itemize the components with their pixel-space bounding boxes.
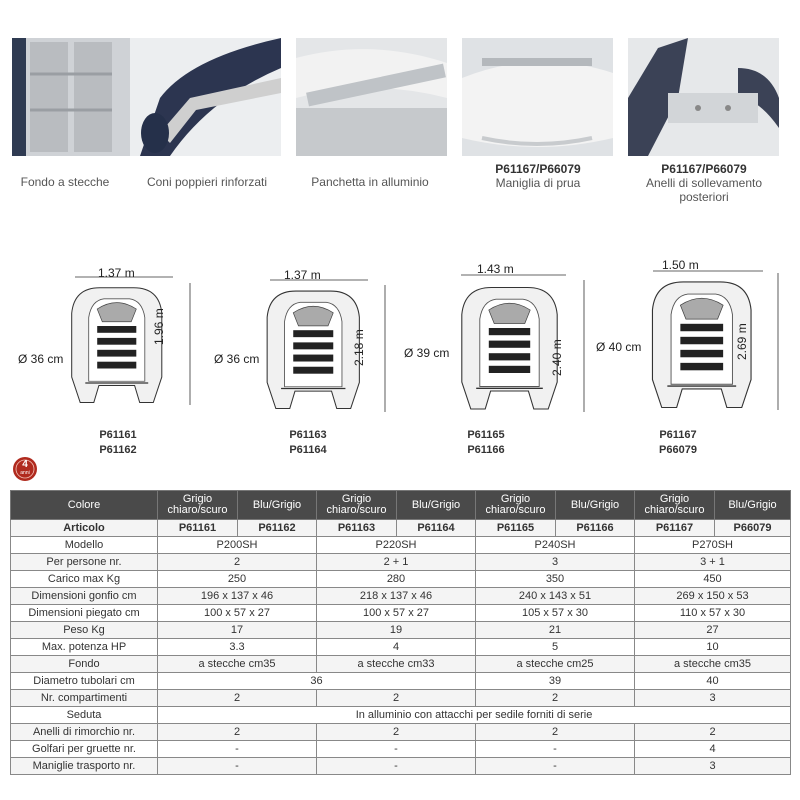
boat-3-codes: P61165 P61166 — [467, 429, 505, 456]
table-cell: 240 x 143 x 51 — [476, 588, 635, 605]
header-color-light: Grigio chiaro/scuro — [635, 491, 715, 520]
table-cell: 39 — [476, 673, 635, 690]
row-label: Diametro tubolari cm — [11, 673, 158, 690]
table-cell: - — [476, 741, 635, 758]
table-cell: In alluminio con attacchi per sedile forniti di serie — [158, 707, 791, 724]
article-code: P61161 — [158, 520, 238, 537]
header-color-blue: Blu/Grigio — [715, 491, 791, 520]
row-label: Per persone nr. — [11, 554, 158, 571]
table-cell: 19 — [317, 622, 476, 639]
boat-4-width: 1.50 m — [662, 258, 699, 272]
caption-aluminium-bench: Panchetta in alluminio — [311, 175, 429, 189]
table-cell: 100 x 57 x 27 — [317, 605, 476, 622]
table-cell: 280 — [317, 571, 476, 588]
table-cell: 250 — [158, 571, 317, 588]
table-cell: - — [476, 758, 635, 775]
row-label: Dimensioni gonfio cm — [11, 588, 158, 605]
boat-1-length: 1.96 m — [152, 308, 166, 345]
table-cell: 100 x 57 x 27 — [158, 605, 317, 622]
row-label: Maniglie trasporto nr. — [11, 758, 158, 775]
article-code: P61162 — [238, 520, 317, 537]
boat-1-diameter: Ø 36 cm — [18, 352, 64, 366]
table-row — [11, 520, 791, 537]
header-color-blue: Blu/Grigio — [238, 491, 317, 520]
caption-rear-lifting-rings: P61167/P66079 Anelli di sollevamento posteriori — [624, 162, 784, 204]
table-cell: 3 — [635, 690, 791, 707]
table-cell: 110 x 57 x 30 — [635, 605, 791, 622]
caption-code: P61167/P66079 — [495, 162, 581, 176]
boat-diagram-2 — [240, 270, 410, 430]
table-row — [11, 741, 791, 758]
article-code: P61163 — [317, 520, 397, 537]
row-label: Modello — [11, 537, 158, 554]
table-cell: 269 x 150 x 53 — [635, 588, 791, 605]
caption-reinforced-cones: Coni poppieri rinforzati — [146, 175, 268, 189]
caption-code: P61167/P66079 — [661, 162, 747, 176]
spec-table — [10, 490, 791, 775]
article-code: P61166 — [556, 520, 635, 537]
table-cell: 2 — [158, 554, 317, 571]
boat-3-width: 1.43 m — [477, 262, 514, 276]
table-row — [11, 690, 791, 707]
table-cell: 3 — [476, 554, 635, 571]
table-cell: 2 — [158, 690, 317, 707]
table-cell: 5 — [476, 639, 635, 656]
article-code: P66079 — [715, 520, 791, 537]
table-cell: 2 + 1 — [317, 554, 476, 571]
header-colore: Colore — [11, 491, 158, 520]
table-cell: 21 — [476, 622, 635, 639]
boat-diagram-1 — [45, 265, 215, 425]
table-cell: 3 — [635, 758, 791, 775]
table-cell: 2 — [635, 724, 791, 741]
table-cell: 218 x 137 x 46 — [317, 588, 476, 605]
row-label: Nr. compartimenti — [11, 690, 158, 707]
table-cell: 105 x 57 x 30 — [476, 605, 635, 622]
table-cell: 4 — [635, 741, 791, 758]
table-cell: 27 — [635, 622, 791, 639]
row-label: Articolo — [11, 520, 158, 537]
caption-bow-handle: P61167/P66079 Maniglia di prua — [458, 162, 618, 190]
table-row — [11, 673, 791, 690]
row-label: Golfari per gruette nr. — [11, 741, 158, 758]
table-cell: 36 — [158, 673, 476, 690]
table-cell: a stecche cm33 — [317, 656, 476, 673]
article-code: P61165 — [476, 520, 556, 537]
boat-4-diameter: Ø 40 cm — [596, 340, 642, 354]
row-label: Carico max Kg — [11, 571, 158, 588]
row-label: Dimensioni piegato cm — [11, 605, 158, 622]
boat-2-codes: P61163 P61164 — [289, 429, 327, 456]
row-label: Anelli di rimorchio nr. — [11, 724, 158, 741]
table-cell: 40 — [635, 673, 791, 690]
header-row — [11, 491, 791, 520]
table-cell: - — [317, 741, 476, 758]
boat-diagram-4 — [628, 268, 798, 428]
table-cell: 10 — [635, 639, 791, 656]
header-color-light: Grigio chiaro/scuro — [317, 491, 397, 520]
warranty-badge-icon — [12, 456, 38, 482]
table-cell: P270SH — [635, 537, 791, 554]
table-row — [11, 707, 791, 724]
row-label: Seduta — [11, 707, 158, 724]
table-cell: 2 — [158, 724, 317, 741]
table-cell: 450 — [635, 571, 791, 588]
boat-3-length: 2.40 m — [550, 339, 564, 376]
article-code: P61167 — [635, 520, 715, 537]
table-row — [11, 554, 791, 571]
boat-2-width: 1.37 m — [284, 268, 321, 282]
table-cell: a stecche cm25 — [476, 656, 635, 673]
table-cell: 4 — [317, 639, 476, 656]
photo-rear-lifting-rings — [628, 38, 779, 156]
table-cell: - — [317, 758, 476, 775]
table-cell: P220SH — [317, 537, 476, 554]
table-cell: P200SH — [158, 537, 317, 554]
boat-1-width: 1.37 m — [98, 266, 135, 280]
table-row — [11, 758, 791, 775]
warranty-number: 4 — [22, 459, 28, 470]
boat-4-length: 2.69 m — [735, 323, 749, 360]
table-row — [11, 537, 791, 554]
table-cell: 2 — [317, 724, 476, 741]
boat-1-codes: P61161 P61162 — [99, 429, 137, 456]
boat-4-codes: P61167 P66079 — [659, 429, 697, 456]
warranty-text: anni — [20, 470, 30, 476]
table-cell: 17 — [158, 622, 317, 639]
table-cell: 2 — [476, 724, 635, 741]
row-label: Max. potenza HP — [11, 639, 158, 656]
row-label: Peso Kg — [11, 622, 158, 639]
table-row — [11, 724, 791, 741]
article-code: P61164 — [397, 520, 476, 537]
table-cell: - — [158, 758, 317, 775]
table-cell: 350 — [476, 571, 635, 588]
boat-diagram-3 — [436, 270, 606, 430]
table-row — [11, 656, 791, 673]
table-cell: P240SH — [476, 537, 635, 554]
photo-reinforced-cones — [130, 38, 281, 156]
table-cell: - — [158, 741, 317, 758]
photo-aluminium-bench — [296, 38, 447, 156]
header-color-light: Grigio chiaro/scuro — [158, 491, 238, 520]
table-cell: 3 + 1 — [635, 554, 791, 571]
table-row — [11, 639, 791, 656]
boat-2-diameter: Ø 36 cm — [214, 352, 260, 366]
table-cell: a stecche cm35 — [158, 656, 317, 673]
header-color-light: Grigio chiaro/scuro — [476, 491, 556, 520]
table-cell: 2 — [476, 690, 635, 707]
table-row — [11, 588, 791, 605]
table-row — [11, 622, 791, 639]
table-cell: a stecche cm35 — [635, 656, 791, 673]
photo-bow-handle — [462, 38, 613, 156]
boat-3-diameter: Ø 39 cm — [404, 346, 450, 360]
table-cell: 2 — [317, 690, 476, 707]
boat-2-length: 2.18 m — [352, 329, 366, 366]
caption-slatted-floor: Fondo a stecche — [20, 175, 110, 189]
header-color-blue: Blu/Grigio — [556, 491, 635, 520]
table-cell: 196 x 137 x 46 — [158, 588, 317, 605]
row-label: Fondo — [11, 656, 158, 673]
table-row — [11, 605, 791, 622]
header-color-blue: Blu/Grigio — [397, 491, 476, 520]
table-cell: 3.3 — [158, 639, 317, 656]
table-row — [11, 571, 791, 588]
